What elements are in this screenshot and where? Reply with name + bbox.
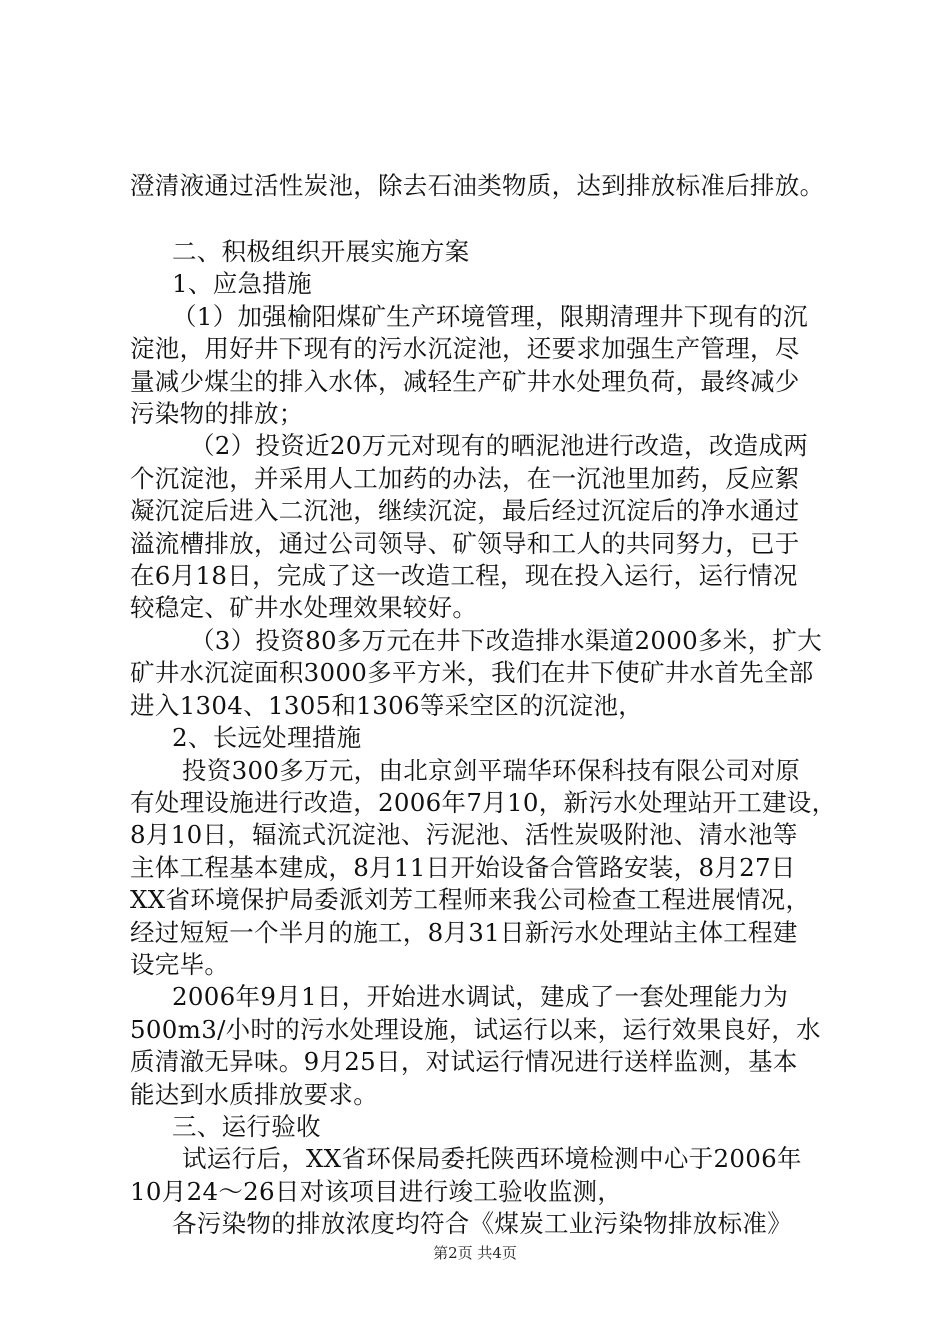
text-line: 凝沉淀后进入二沉池，继续沉淀，最后经过沉淀后的净水通过	[130, 496, 800, 526]
text-line: 较稳定、矿井水处理效果较好。	[130, 593, 478, 623]
paragraph-top	[130, 170, 835, 202]
text-line: 能达到水质排放要求。	[130, 1079, 378, 1109]
text-line: 10月24～26日对该项目进行竣工验收监测，	[130, 1176, 623, 1206]
text-line: 8月10日，辐流式沉淀池、污泥池、活性炭吸附池、清水池等	[130, 820, 798, 850]
page-footer: 第2页 共4页	[433, 1244, 517, 1262]
text-line: 经过短短一个半月的施工，8月31日新污水处理站主体工程建	[130, 917, 798, 947]
text-line: 各污染物的排放浓度均符合《煤炭工业污染物排放标准》	[172, 1209, 792, 1239]
text-line: 污染物的排放；	[130, 399, 304, 429]
text-line: 溢流槽排放，通过公司领导、矿领导和工人的共同努力，已于	[130, 528, 800, 558]
text-line: 进入1304、1305和1306等采空区的沉淀池，	[130, 690, 644, 720]
text-line: 量减少煤尘的排入水体，减轻生产矿井水处理负荷，最终减少	[130, 366, 800, 396]
text-line: XX省环境保护局委派刘芳工程师来我公司检查工程进展情况，	[130, 885, 811, 915]
text-line: 2、长远处理措施	[172, 723, 362, 753]
text-line: 三、运行验收	[172, 1111, 321, 1141]
text-line: 投资300多万元，由北京剑平瑞华环保科技有限公司对原	[182, 755, 801, 785]
text-line: 试运行后，XX省环保局委托陕西环境检测中心于2006年	[182, 1144, 802, 1174]
text-line: 质清澈无异味。9月25日，对试运行情况进行送样监测，基本	[130, 1047, 798, 1077]
text-line: 矿井水沉淀面积3000多平方米，我们在井下使矿井水首先全部	[130, 658, 814, 688]
text-line: （1）加强榆阳煤矿生产环境管理，限期清理井下现有的沉	[172, 301, 808, 331]
text-line: 在6月18日，完成了这一改造工程，现在投入运行，运行情况	[130, 561, 798, 591]
text-line: （2）投资近20万元对现有的晒泥池进行改造，改造成两	[190, 431, 809, 461]
text-line: 有处理设施进行改造，2006年7月10，新污水处理站开工建设，	[130, 787, 837, 817]
text-line: （3）投资80多万元在井下改造排水渠道2000多米，扩大	[190, 625, 823, 655]
text-line: 1、应急措施	[172, 269, 312, 299]
text-line: 淀池，用好井下现有的污水沉淀池，还要求加强生产管理，尽	[130, 334, 800, 364]
text-line: 500m3/小时的污水处理设施，试运行以来，运行效果良好，水	[130, 1014, 821, 1044]
text-line: 2006年9月1日，开始进水调试，建成了一套处理能力为	[172, 982, 789, 1012]
text-line: 二、积极组织开展实施方案	[172, 237, 470, 266]
document-body	[130, 236, 835, 1241]
text-line: 澄清液通过活性炭池，除去石油类物质，达到排放标准后排放。	[130, 171, 825, 200]
text-line: 主体工程基本建成，8月11日开始设备合管路安装，8月27日	[130, 852, 796, 882]
text-line: 个沉淀池，并采用人工加药的办法，在一沉池里加药，反应絮	[130, 463, 800, 493]
text-line: 设完毕。	[130, 949, 230, 979]
